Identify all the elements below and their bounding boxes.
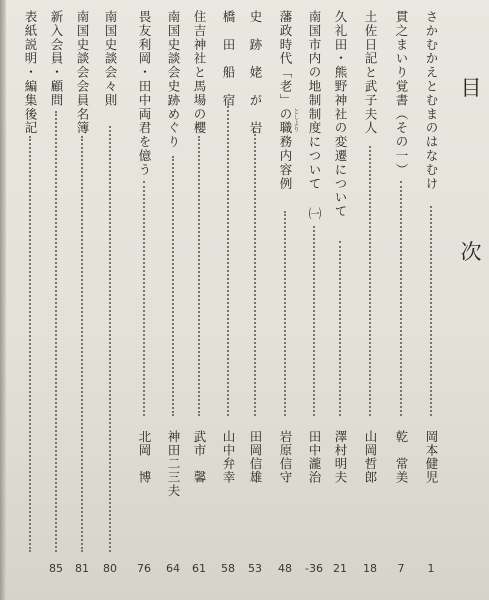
toc-entry-author: 武市 馨 — [192, 430, 207, 484]
toc-entry-ruby: としより — [292, 108, 299, 132]
toc-entry-author: 田岡信雄 — [248, 430, 263, 484]
toc-entry — [189, 10, 209, 600]
toc-entry-page: 18 — [363, 562, 377, 575]
toc-leader-dots — [254, 131, 256, 416]
toc-entry-title: 貫之まいり覚書（その一） — [394, 10, 409, 177]
toc-entry-title: 史 跡 姥 が 岩 — [248, 10, 263, 136]
toc-entry-title: 南国史談会史跡めぐり — [166, 10, 181, 149]
toc-entry-page: 53 — [248, 562, 262, 575]
toc-entry-author: 山岡哲郎 — [363, 430, 378, 484]
toc-entry-title: 橋 田 船 宿 — [221, 10, 236, 108]
toc-entry-page: 21 — [333, 562, 347, 575]
toc-entry-title: 新入会員・顧問 — [49, 10, 64, 108]
toc-entry-page: 1 — [427, 562, 435, 575]
toc-entry — [421, 10, 441, 600]
toc-entry-page: 64 — [166, 562, 180, 575]
toc-leader-dots — [430, 206, 432, 416]
toc-entry — [72, 10, 92, 600]
toc-leader-dots — [81, 136, 83, 552]
toc-entry-title: 畏友利岡・田中両君を億う — [137, 10, 152, 177]
toc-leader-dots — [369, 146, 371, 416]
toc-entry-page: 76 — [137, 562, 151, 575]
toc-entry — [304, 10, 324, 600]
toc-heading-ji: 次 — [460, 240, 482, 264]
toc-leader-dots — [109, 126, 111, 552]
toc-leader-dots — [198, 136, 200, 416]
toc-entry-page: 58 — [221, 562, 235, 575]
toc-entry-title: 南国市内の地制制度について ㈠ — [307, 10, 322, 221]
toc-entry-title: 藩政時代「老」の職務内容例 — [278, 10, 293, 191]
toc-leader-dots — [284, 211, 286, 416]
toc-entry — [330, 10, 350, 600]
toc-entry — [218, 10, 238, 600]
toc-leader-dots — [313, 226, 315, 416]
toc-entry — [100, 10, 120, 600]
toc-entry — [134, 10, 154, 600]
toc-entry — [20, 10, 40, 600]
toc-leader-dots — [55, 111, 57, 552]
toc-entry-title: 南国史談会会員名簿 — [75, 10, 90, 136]
toc-entry — [360, 10, 380, 600]
toc-entry — [163, 10, 183, 600]
toc-leader-dots — [29, 136, 31, 552]
toc-entry-title: さかむかえとむまのはなむけ — [424, 10, 439, 191]
toc-entry-author: 北岡 博 — [137, 430, 152, 484]
toc-entry-title: 久礼田・熊野神社の変遷について — [333, 10, 348, 219]
toc-entry-author: 田中瀧治 — [307, 430, 322, 484]
toc-entry — [46, 10, 66, 600]
toc-leader-dots — [227, 106, 229, 416]
toc-entry-title: 表紙説明・編集後記 — [23, 10, 38, 136]
toc-leader-dots — [339, 241, 341, 416]
toc-entry-author: 岡本健児 — [424, 430, 439, 484]
toc-entry-page: -36 — [305, 562, 323, 575]
toc-entry-page: 61 — [192, 562, 206, 575]
toc-entry-author: 神田二三夫 — [166, 430, 181, 498]
toc-entry-title: 土佐日記と武子夫人 — [363, 10, 378, 136]
toc-leader-dots — [400, 181, 402, 416]
toc-entry — [275, 10, 299, 600]
toc-heading-moku: 目 — [460, 76, 482, 100]
toc-entry-page: 81 — [75, 562, 89, 575]
toc-entry-page: 85 — [49, 562, 63, 575]
toc-entry-page: 7 — [397, 562, 405, 575]
toc-entry-page: 80 — [103, 562, 117, 575]
toc-entry-title: 住吉神社と馬場の櫻 — [192, 10, 207, 136]
toc-entry — [245, 10, 265, 600]
toc-entry — [391, 10, 411, 600]
toc-leader-dots — [172, 156, 174, 416]
toc-leader-dots — [143, 181, 145, 416]
toc-entry-author: 澤村明夫 — [333, 430, 348, 484]
page-edge-shadow — [0, 0, 6, 600]
toc-entry-author: 山中弁幸 — [221, 430, 236, 484]
toc-entry-author: 岩原信守 — [278, 430, 293, 484]
toc-entry-title: 南国史談会々則 — [103, 10, 118, 108]
toc-entry-author: 乾 常美 — [394, 430, 409, 484]
toc-entry-page: 48 — [278, 562, 292, 575]
